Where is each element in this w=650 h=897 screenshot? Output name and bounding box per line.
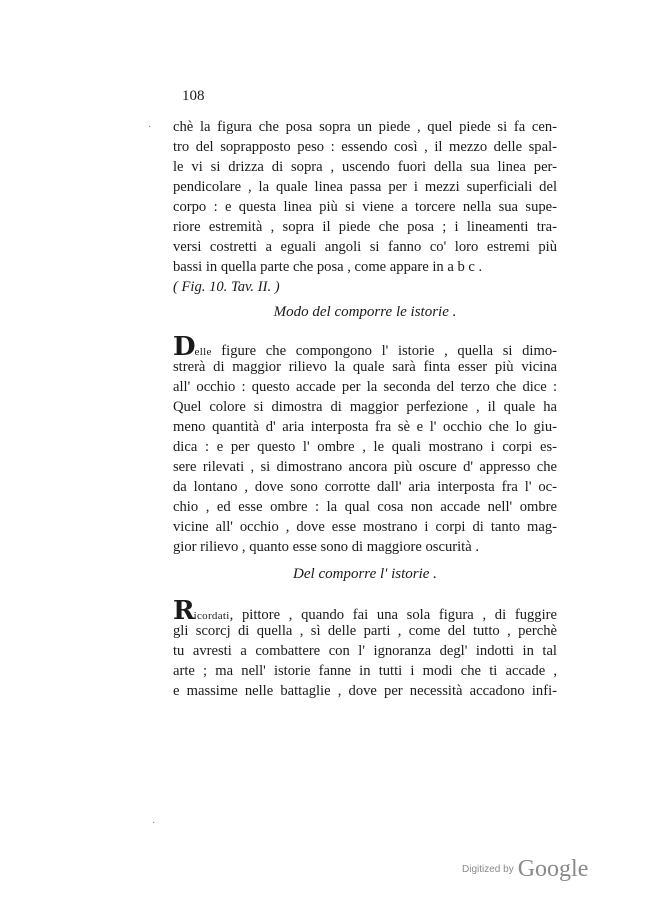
text-line (173, 332, 557, 362)
text-line: riore estremità , sopra il piede che posa ; i lineamenti tra- (173, 219, 557, 235)
figure-reference: ( Fig. 10. Tav. II. ) (173, 279, 280, 295)
drop-cap: R (173, 596, 194, 626)
text-line: le vi si drizza di sopra , uscendo fuori della sua linea per- (173, 159, 557, 175)
page-number: 108 (182, 88, 205, 104)
scan-speck: · (148, 122, 152, 133)
text-line: chio , ed esse ombre : la qual cosa non accade nell' ombre (173, 499, 557, 515)
watermark-prefix: Digitized by (462, 864, 514, 875)
drop-cap: D (173, 332, 195, 362)
text-line: corpo : e questa linea più si viene a torcere nella sua supe- (173, 199, 557, 215)
text-line: dica : e per questo l' ombre , le quali mostrano i corpi es- (173, 439, 557, 455)
text-line: pendicolare , la quale linea passa per i mezzi superficiali del (173, 179, 557, 195)
text-line: all' occhio : questo accade per la seconda del terzo che dice : (173, 379, 557, 395)
text-line: sere rilevati , si dimostrano ancora più oscure d' appresso che (173, 459, 557, 475)
section-heading: Del comporre l' istorie . (293, 566, 437, 582)
scan-speck: · (152, 818, 156, 829)
drop-cap-rest: elle (194, 346, 212, 358)
text-line: da lontano , dove sono corrotte dall' aria interposta fra l' oc- (173, 479, 557, 495)
text-line: gior rilievo , quanto esse sono di maggiore oscurità . (173, 539, 479, 555)
text-line (173, 596, 557, 626)
section-heading: Modo del comporre le istorie . (273, 304, 457, 320)
text-line: arte ; ma nell' istorie fanne in tutti i modi che ti accade , (173, 663, 557, 679)
text-line: Quel colore si dimostra di maggior perfezione , il quale ha (173, 399, 557, 415)
text-line: meno quantità d' aria interposta fra sè e l' occhio che lo giu- (173, 419, 557, 435)
text-line: tro del soprapposto peso : essendo così , il mezzo delle spal- (173, 139, 557, 155)
text-line: strerà di maggior rilievo la quale sarà finta esser più vicina (173, 359, 557, 375)
google-logo: Google (517, 856, 589, 882)
drop-cap-rest: icordati (193, 610, 230, 622)
text-span: figure che compongono l' istorie , quella si dimo- (211, 343, 557, 359)
text-line: chè la figura che posa sopra un piede , quel piede si fa cen- (173, 119, 557, 135)
text-span: , pittore , quando fai una sola figura , di fuggire (229, 607, 557, 623)
text-line: versi costretti a eguali angoli si fanno co' loro estremi più (173, 239, 557, 255)
text-line: vicine all' occhio , dove esse mostrano i corpi di tanto mag- (173, 519, 557, 535)
text-line: gli scorcj di quella , sì delle parti , come del tutto , perchè (173, 623, 557, 639)
text-line: bassi in quella parte che posa , come appare in a b c . (173, 259, 483, 275)
text-line: e massime nelle battaglie , dove per necessità accadono infi- (173, 683, 557, 699)
text-line: tu avresti a combattere con l' ignoranza degl' indotti in tal (173, 643, 557, 659)
digitized-by-google-watermark (462, 856, 588, 886)
